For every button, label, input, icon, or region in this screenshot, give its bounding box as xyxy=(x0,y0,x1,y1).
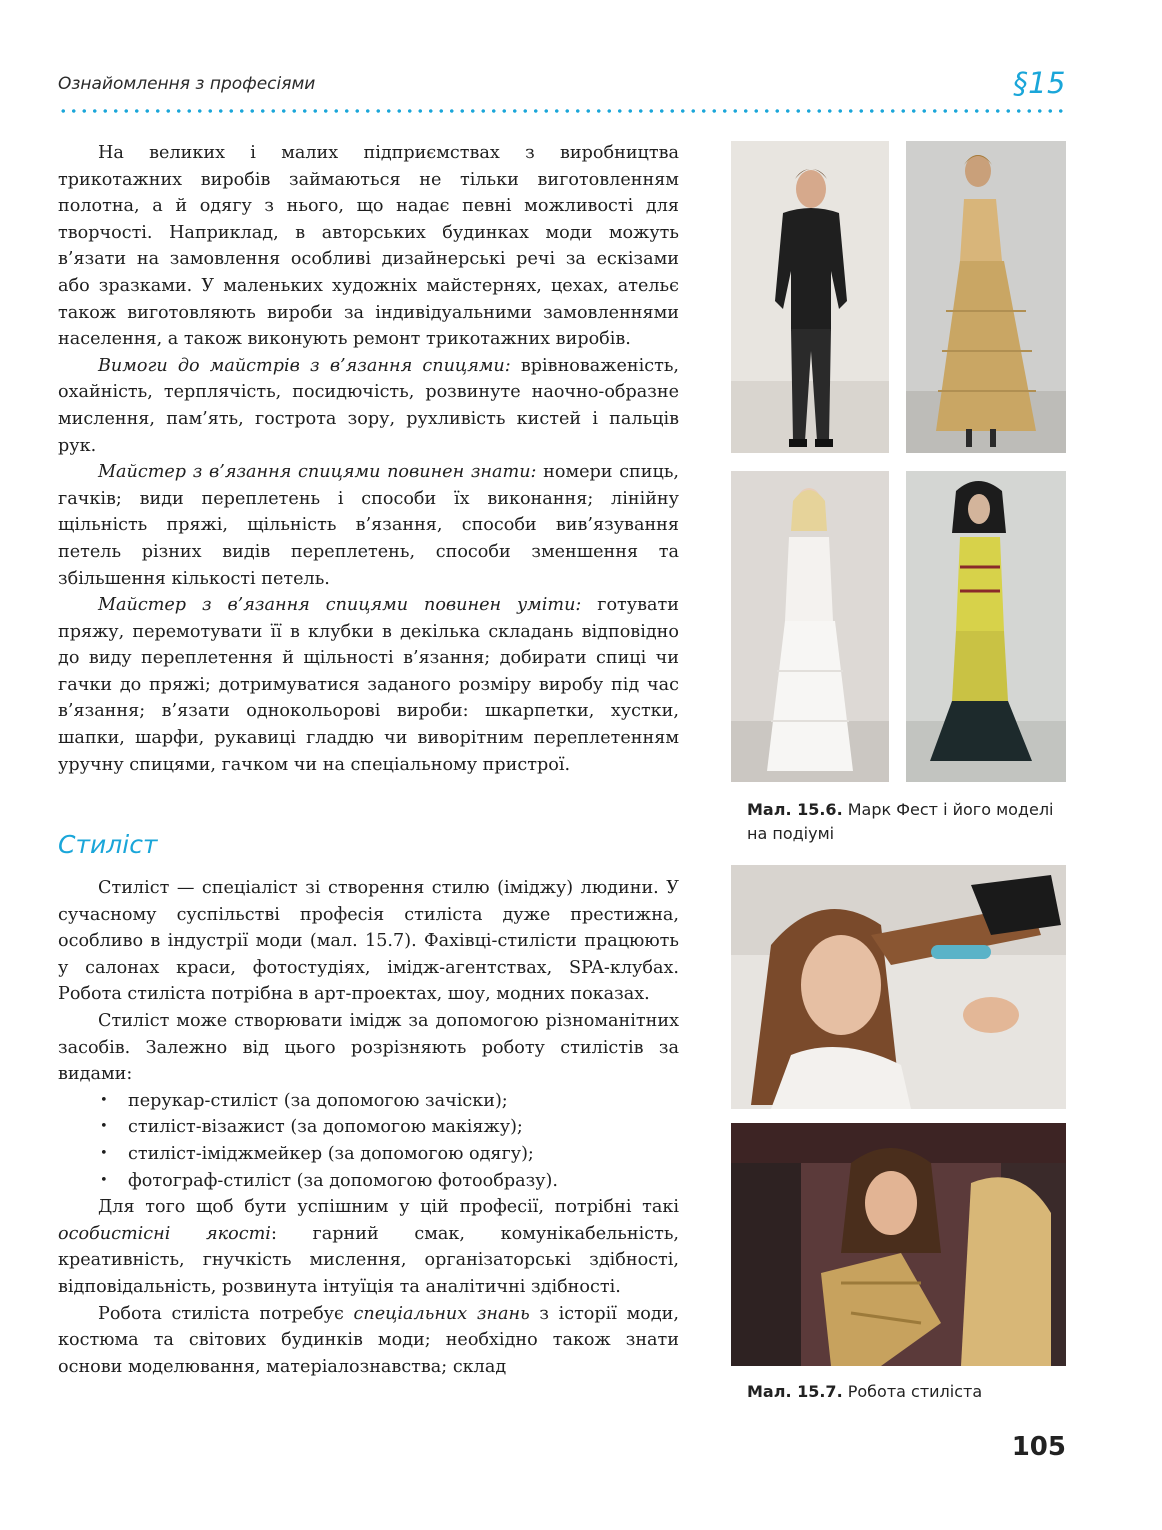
photo-model-gold-dress xyxy=(906,141,1066,453)
stylist-paragraph-2: Стиліст може створювати імідж за допомогою різноманітних засобів. Залежно від цього розрізняють роботу стилістів за видами: xyxy=(58,1010,679,1085)
list-item: • стиліст-іміджмейкер (за допомогою одягу); xyxy=(100,1141,679,1168)
list-item: • фотограф-стиліст (за допомогою фотообразу). xyxy=(100,1168,679,1195)
list-item: • перукар-стиліст (за допомогою зачіски); xyxy=(100,1088,679,1115)
photo-hairdresser xyxy=(731,865,1066,1109)
qualities-lead: Для того щоб бути успішним у цій професії, потрібні такі xyxy=(98,1197,679,1218)
must-know-label: Майстер з в’язання спицями повинен знати: xyxy=(98,462,537,483)
qualities-text: : гарний смак, комунікабельність, креативність, гнучкість мислення, організаторські здібності, відповідальність, розвинута інтуїція та аналітичні здібності. xyxy=(58,1223,679,1297)
section-heading-stylist: Стиліст xyxy=(58,830,158,859)
photo-model-white-dress xyxy=(731,471,889,782)
stylist-paragraph-4 xyxy=(58,1301,679,1381)
photo-model-yellow-dress xyxy=(906,471,1066,782)
must-be-able-label: Майстер з в’язання спицями повинен уміти: xyxy=(98,595,582,616)
knowledge-term: спеціальних знань xyxy=(353,1303,530,1324)
page-number: 105 xyxy=(1011,1432,1066,1462)
stylist-text-block xyxy=(58,875,679,1380)
intro-paragraph-2 xyxy=(58,353,679,459)
photo-designer xyxy=(731,141,889,453)
requirements-label: Вимоги до майстрів з в’язання спицями: xyxy=(98,355,511,376)
list-item: • стиліст-візажист (за допомогою макіяжу); xyxy=(100,1114,679,1141)
running-header-title: Ознайомлення з професіями xyxy=(58,74,316,94)
figure-caption-text: Марк Фест і його моделі на подіумі xyxy=(747,800,1054,843)
requirements-text: врівноваженість, охайність, терплячість, посидючість, розвинуте наочно-образне мислення, пам’ять, гострота зору, рухливість кистей і пальців рук. xyxy=(58,355,679,456)
intro-paragraph-1: На великих і малих підприємствах з виробництва трикотажних виробів займаються не тільки виготовленням полотна, а й одягу з нього, що надає певні можливості для творчості. Наприклад, в авторських будинках моди можуть в’язати на замовлення особливі дизайнерські речі за ескізами або зразками. У маленьких художніх майстернях, цехах, ательє також виготовляють вироби за індивідуальними замовленнями населення, а також виконують ремонт трикотажних виробів. xyxy=(58,143,679,350)
stylist-paragraph-1: Стиліст — спеціаліст зі створення стилю (іміджу) людини. У сучасному суспільстві професія стиліста дуже престижна, особливо в індустрії моди (мал. 15.7). Фахівці-стилісти працюють у салонах краси, фотостудіях, імідж-агентствах, SPA-клубах. Робота стиліста потрібна в арт-проектах, шоу, модних показах. xyxy=(58,878,679,1005)
figure-caption-15-6 xyxy=(747,798,1067,846)
intro-paragraph-3 xyxy=(58,459,679,592)
knowledge-text: з історії моди, костюма та світових будинків моди; необхідно також знати основи моделювання, матеріалознавства; склад xyxy=(58,1303,680,1377)
stylist-paragraph-3 xyxy=(58,1194,679,1300)
must-be-able-text: готувати пряжу, перемотувати її в клубки в декілька складань відповідно до виду переплетення й щільності в’язання; добирати спиці чи гачки до пряжі; дотримуватися заданого розміру виробу під час в’язання; в’язати однокольорові вироби: шкарпетки, хустки, шапки, шарфи, рукавиці гладдю чи виворітним переплетенням уручну спицями, гачком чи на спеціальному пристрої. xyxy=(58,595,679,775)
figure-number: Мал. 15.6. xyxy=(747,800,843,819)
intro-paragraph-4 xyxy=(58,592,679,778)
figure-number: Мал. 15.7. xyxy=(747,1382,843,1401)
photo-stylist-shopping xyxy=(731,1123,1066,1366)
header-dotted-rule xyxy=(58,108,1066,114)
figure-caption-text: Робота стиліста xyxy=(842,1382,983,1401)
intro-text-block xyxy=(58,140,679,778)
knowledge-lead: Робота стиліста потребує xyxy=(98,1303,354,1324)
section-number: §15 xyxy=(1013,66,1066,100)
must-know-text: номери спиць, гачків; види переплетень і способи їх виконання; лінійну щільність пряжі, щільність в’язання, способи вив’язування петель різних видів переплетень, способи зменшення та збільшення кількості петель. xyxy=(58,462,679,589)
qualities-term: особистісні якості xyxy=(58,1223,271,1244)
figure-caption-15-7 xyxy=(747,1380,1067,1404)
stylist-types-list xyxy=(58,1088,679,1194)
